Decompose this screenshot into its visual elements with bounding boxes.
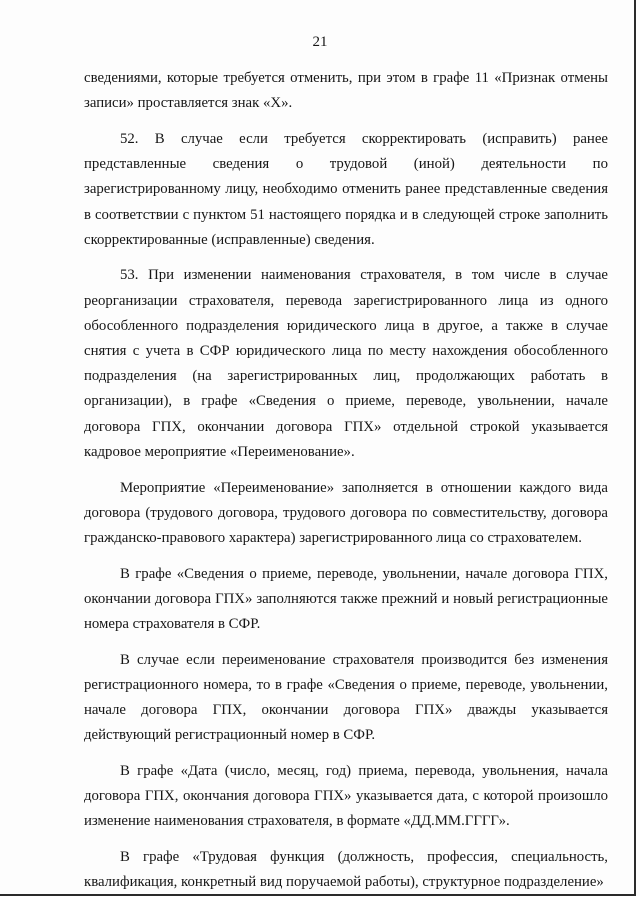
paragraph-53: 53. При изменении наименования страхователя, в том числе в случае реорганизации страхователя, перевода зарегистрированного лица из одного обособленного подразделения юридического лица в другое, а также в случае снятия с учета в СФР юридического лица по месту нахождения обособленного подразделения (на зарегистрированных лиц, продолжающих работать в организации), в графе «Сведения о приеме, переводе, увольнении, начале договора ГПХ, окончании договора ГПХ» отдельной строкой указывается кадровое мероприятие «Переименование». [84, 267, 608, 460]
document-body [84, 66, 608, 906]
paragraph-rename-event: Мероприятие «Переименование» заполняется в отношении каждого вида договора (трудового договора, трудового договора по совместительству, договора гражданско-правового характера) зарегистрированного лица со страхователем. [84, 479, 608, 546]
paragraph-52: 52. В случае если требуется скорректировать (исправить) ранее представленные сведения о трудовой (иной) деятельности по зарегистрированному лицу, необходимо отменить ранее представленные сведения в соответствии с пунктом 51 настоящего порядка и в следующей строке заполнить скорректированные (исправленные) сведения. [84, 130, 608, 248]
paragraph-date-column: В графе «Дата (число, месяц, год) приема, перевода, увольнения, начала договора ГПХ, окончания договора ГПХ» указывается дата, с которой произошло изменение наименования страхователя, в формате «ДД.ММ.ГГГГ». [84, 763, 608, 830]
page-number: 21 [312, 34, 328, 50]
paragraph-continuation: сведениями, которые требуется отменить, при этом в графе 11 «Признак отмены записи» проставляется знак «Х». [84, 70, 608, 112]
paragraph-labor-function: В графе «Трудовая функция (должность, профессия, специальность, квалификация, конкретный вид поручаемой работы), структурное подразделение» [84, 849, 608, 891]
paragraph-same-registration-number: В случае если переименование страхователя производится без изменения регистрационного номера, то в графе «Сведения о приеме, переводе, увольнении, начале договора ГПХ, окончании договора ГПХ» дважды указывается действующий регистрационный номер в СФР. [84, 651, 608, 744]
paragraph-registration-numbers: В графе «Сведения о приеме, переводе, увольнении, начале договора ГПХ, окончании договора ГПХ» заполняются также прежний и новый регистрационные номера страхователя в СФР. [84, 565, 608, 633]
